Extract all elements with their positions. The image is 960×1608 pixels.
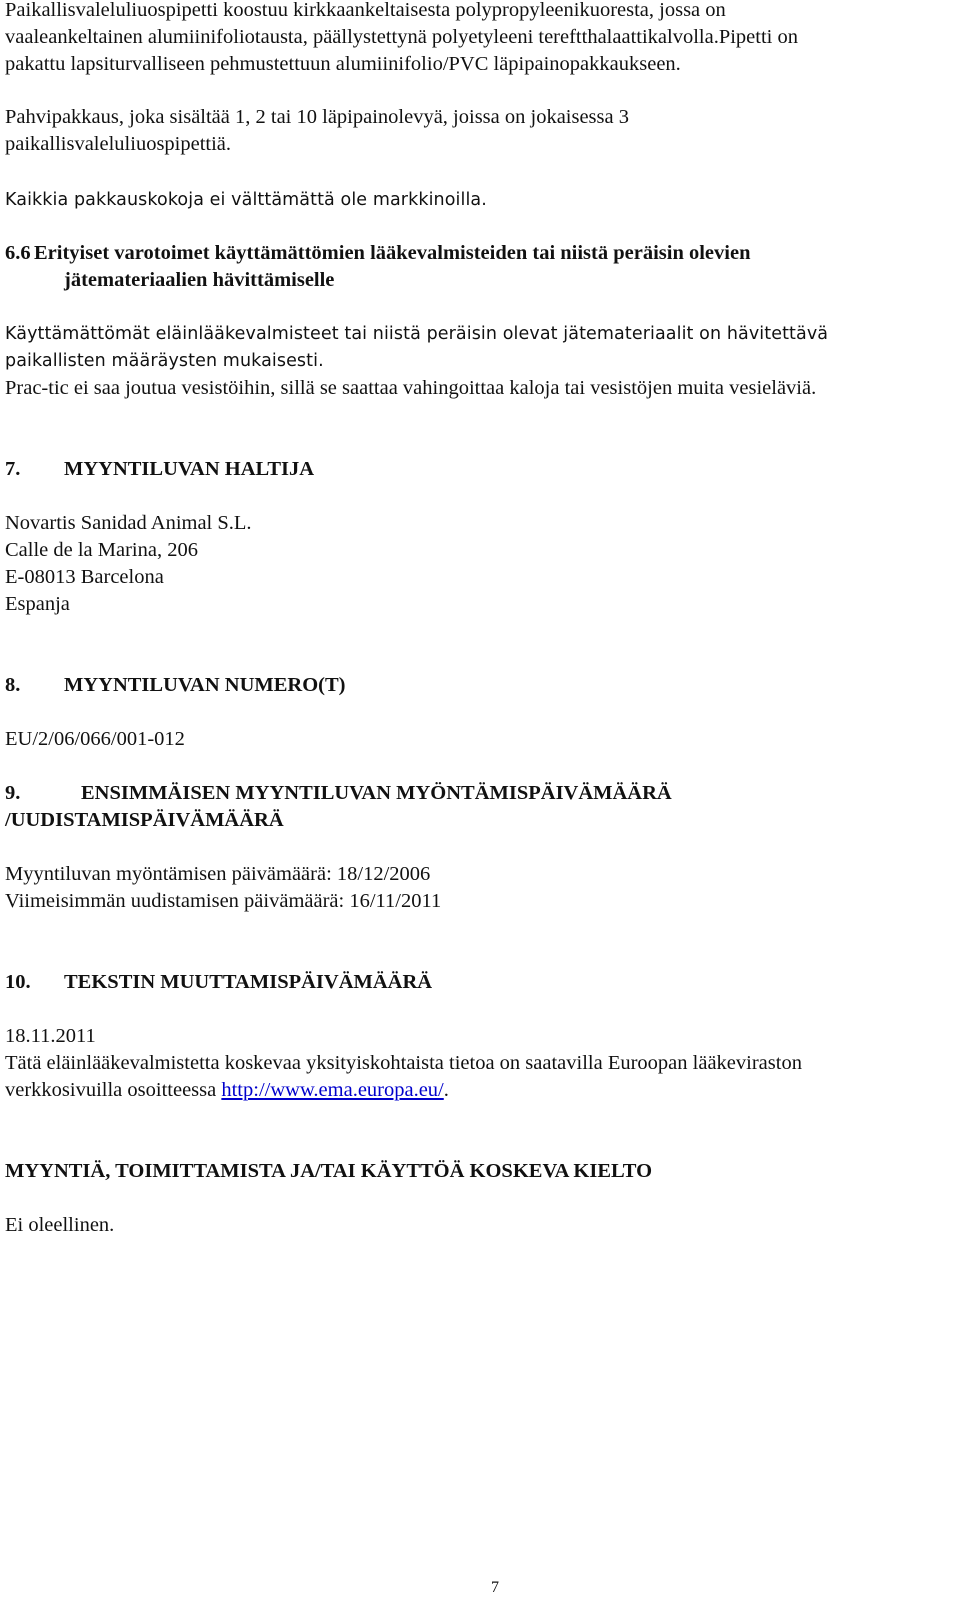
- section-8-heading: [5, 672, 945, 699]
- revision-block: [5, 1023, 945, 1104]
- address-line: Espanja: [5, 593, 70, 615]
- address-line: Novartis Sanidad Animal S.L.: [5, 512, 252, 534]
- section-title-cont: /UUDISTAMISPÄIVÄMÄÄRÄ: [5, 809, 284, 831]
- section-title: MYYNTILUVAN HALTIJA: [64, 458, 315, 480]
- text-line: Tätä eläinlääkevalmistetta koskevaa yksityiskohtaista tietoa on saatavilla Euroopan lääkeviraston: [5, 1052, 802, 1074]
- section-title: MYYNTILUVAN NUMERO(T): [64, 674, 346, 696]
- document-page: [5, 0, 945, 1608]
- authorisation-number: EU/2/06/066/001-012: [5, 728, 185, 750]
- pack-sizes-note: Kaikkia pakkauskokoja ei välttämättä ole markkinoilla.: [5, 190, 487, 210]
- text-line: paikallisten määräysten mukaisesti.: [5, 351, 324, 371]
- text-line: verkkosivuilla osoitteessa http://www.ema.europa.eu/.: [5, 1079, 449, 1101]
- section-number: 6.6: [5, 242, 31, 264]
- authorisation-dates: [5, 861, 945, 915]
- revision-date: 18.11.2011: [5, 1025, 96, 1047]
- section-9-heading: [5, 780, 945, 834]
- date-line: Myyntiluvan myöntämisen päivämäärä: 18/12/2006: [5, 863, 431, 885]
- section-number: 10.: [5, 971, 31, 993]
- date-line: Viimeisimmän uudistamisen päivämäärä: 16/11/2011: [5, 890, 442, 912]
- text-line: paikallisvaleluliuospipettiä.: [5, 133, 232, 155]
- section-title: TEKSTIN MUUTTAMISPÄIVÄMÄÄRÄ: [64, 971, 433, 993]
- section-title: ENSIMMÄISEN MYYNTILUVAN MYÖNTÄMISPÄIVÄMÄÄRÄ: [81, 782, 672, 804]
- section-title-cont: jätemateriaalien hävittämiselle: [64, 269, 335, 291]
- section-number: 8.: [5, 674, 21, 696]
- section-6-6-heading: [5, 240, 945, 294]
- section-10-heading: [5, 969, 945, 996]
- pack-contents: [5, 104, 945, 158]
- text-line: Pahvipakkaus, joka sisältää 1, 2 tai 10 läpipainolevyä, joissa on jokaisessa 3: [5, 106, 629, 128]
- holder-address: [5, 510, 945, 618]
- prohibition-text: Ei oleellinen.: [5, 1214, 115, 1236]
- section-7-heading: [5, 456, 945, 483]
- packaging-description: [5, 0, 945, 78]
- ema-website-link[interactable]: http://www.ema.europa.eu/: [221, 1079, 444, 1101]
- text-line: vaaleankeltainen alumiinifoliotausta, päällystettynä polyetyleeni tereftthalaattikalvolla.Pipetti on: [5, 26, 798, 48]
- text-line: Paikallisvaleluliuospipetti koostuu kirkkaankeltaisesta polypropyleenikuoresta, jossa on: [5, 0, 726, 21]
- section-number: 7.: [5, 458, 21, 480]
- address-line: E-08013 Barcelona: [5, 566, 164, 588]
- disposal-text: [5, 321, 945, 375]
- section-number: 9.: [5, 782, 21, 804]
- environment-warning: Prac-tic ei saa joutua vesistöihin, sillä se saattaa vahingoittaa kaloja tai vesistöjen muita vesieläviä.: [5, 377, 817, 399]
- page-number: 7: [491, 1579, 499, 1596]
- section-title: Erityiset varotoimet käyttämättömien lääkevalmisteiden tai niistä peräisin olevien: [34, 242, 751, 264]
- address-line: Calle de la Marina, 206: [5, 539, 198, 561]
- text-line: Käyttämättömät eläinlääkevalmisteet tai niistä peräisin olevat jätemateriaalit on hävitettävä: [5, 324, 829, 344]
- text-line: pakattu lapsiturvalliseen pehmustettuun alumiinifolio/PVC läpipainopakkaukseen.: [5, 53, 681, 75]
- prohibition-heading: MYYNTIÄ, TOIMITTAMISTA JA/TAI KÄYTTÖÄ KOSKEVA KIELTO: [5, 1160, 653, 1182]
